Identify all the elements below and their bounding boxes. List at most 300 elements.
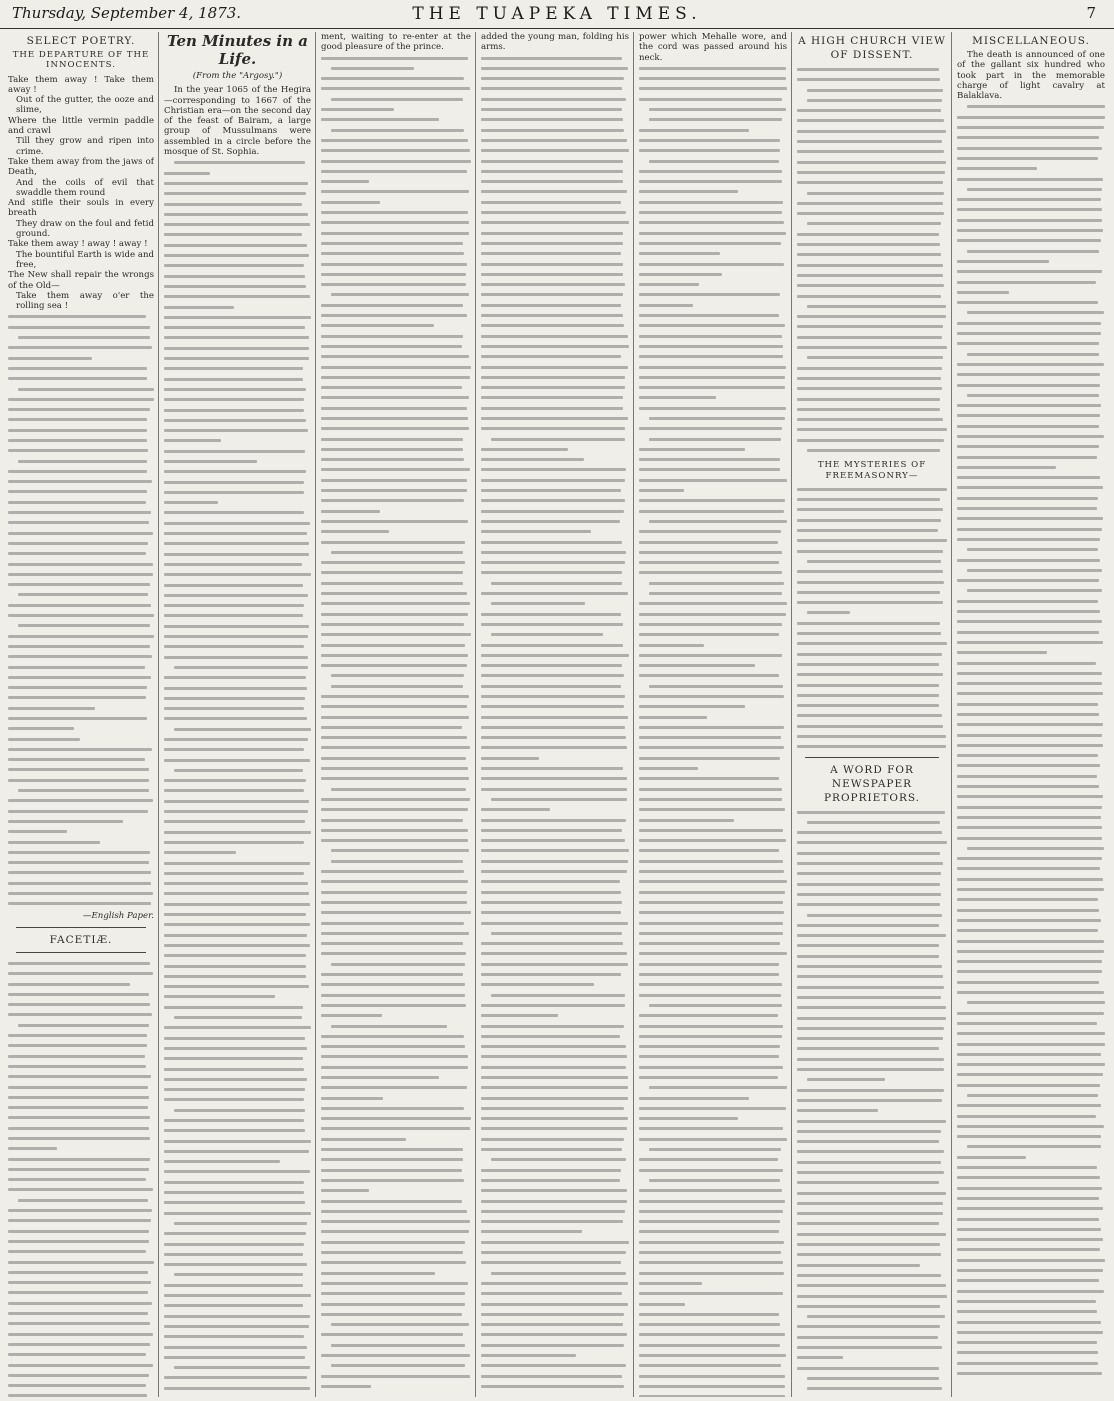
text-line — [797, 1321, 947, 1331]
text-line — [321, 228, 471, 238]
text-line — [639, 475, 787, 485]
text-line — [957, 740, 1105, 750]
text-line — [639, 918, 787, 928]
text-line — [957, 1193, 1105, 1203]
text-line — [639, 773, 787, 783]
text-line — [8, 1184, 154, 1194]
text-line — [639, 1082, 787, 1092]
text-line — [164, 1280, 311, 1290]
text-line — [639, 557, 787, 567]
text-line — [481, 454, 629, 464]
text-line — [321, 444, 471, 454]
text-line — [639, 351, 787, 361]
text-line — [639, 526, 787, 536]
text-line — [639, 248, 787, 258]
story-opening: In the year 1065 of the Hegira—corresponding to 1667 of the Christian era—on the second day of the feast of Bairam, a large group of Mussulmans were assembled in a circle before the mosque of St. Sophia. — [164, 85, 311, 158]
text-line — [164, 1074, 311, 1084]
text-line — [164, 940, 311, 950]
text-line — [321, 526, 471, 536]
text-line — [957, 410, 1105, 420]
text-line — [797, 74, 947, 84]
text-line — [164, 703, 311, 713]
text-line — [8, 445, 154, 455]
text-line — [797, 515, 947, 525]
miscellaneous-body — [957, 101, 1105, 1378]
text-line — [639, 1123, 787, 1133]
text-line — [957, 101, 1105, 111]
text-line — [957, 1090, 1105, 1100]
text-line — [321, 1021, 471, 1031]
text-line — [164, 507, 311, 517]
text-line — [957, 174, 1105, 184]
text-line — [957, 380, 1105, 390]
text-line — [957, 1296, 1105, 1306]
text-line — [321, 1175, 471, 1185]
text-line — [164, 621, 311, 631]
text-line — [797, 105, 947, 115]
text-line — [639, 1031, 787, 1041]
text-line — [957, 1347, 1105, 1357]
text-line — [481, 516, 629, 526]
text-line — [164, 487, 311, 497]
text-line — [321, 763, 471, 773]
text-line — [797, 1383, 947, 1393]
text-line — [8, 999, 154, 1009]
text-line — [797, 848, 947, 858]
text-line — [321, 125, 471, 135]
text-line — [164, 312, 311, 322]
text-line — [957, 606, 1105, 616]
text-line — [957, 771, 1105, 781]
text-line — [957, 987, 1105, 997]
text-line — [797, 607, 947, 617]
text-line — [321, 331, 471, 341]
text-line — [957, 719, 1105, 729]
text-line — [957, 791, 1105, 801]
text-line — [481, 640, 629, 650]
text-line — [8, 1112, 154, 1122]
text-line — [481, 289, 629, 299]
text-line — [321, 1206, 471, 1216]
text-line — [8, 672, 154, 682]
column-3 — [321, 32, 471, 1397]
text-line — [164, 281, 311, 291]
text-line — [639, 742, 787, 752]
text-line — [481, 1185, 629, 1195]
text-line — [481, 907, 629, 917]
text-line — [639, 434, 787, 444]
text-line — [321, 938, 471, 948]
text-line — [797, 494, 947, 504]
text-line — [797, 556, 947, 566]
text-line — [164, 1053, 311, 1063]
text-line — [321, 1134, 471, 1144]
text-line — [797, 414, 947, 424]
text-line — [321, 1093, 471, 1103]
text-line — [8, 713, 154, 723]
text-line — [797, 920, 947, 930]
text-line — [321, 1257, 471, 1267]
text-line — [797, 260, 947, 270]
text-line — [164, 1197, 311, 1207]
text-line — [639, 485, 787, 495]
text-line — [797, 858, 947, 868]
text-line — [481, 434, 629, 444]
text-line — [164, 899, 311, 909]
text-line — [321, 464, 471, 474]
divider — [16, 952, 146, 953]
text-line — [164, 549, 311, 559]
text-line — [639, 1329, 787, 1339]
text-line — [8, 332, 154, 342]
text-line — [164, 580, 311, 590]
text-line — [321, 238, 471, 248]
text-line — [481, 537, 629, 547]
text-line — [164, 693, 311, 703]
text-line — [797, 817, 947, 827]
text-line — [481, 1371, 629, 1381]
text-line — [957, 287, 1105, 297]
text-line — [8, 414, 154, 424]
text-line — [321, 557, 471, 567]
text-line — [321, 856, 471, 866]
text-line — [8, 867, 154, 877]
text-line — [481, 53, 629, 63]
text-line — [481, 732, 629, 742]
text-line — [8, 723, 154, 733]
text-line — [321, 63, 471, 73]
text-line — [481, 629, 629, 639]
text-line — [639, 1185, 787, 1195]
text-line — [8, 968, 154, 978]
text-line — [8, 384, 154, 394]
text-line — [164, 343, 311, 353]
text-line — [321, 289, 471, 299]
text-line — [639, 588, 787, 598]
text-line — [797, 445, 947, 455]
text-line — [639, 1247, 787, 1257]
text-line — [957, 462, 1105, 472]
text-line — [321, 1247, 471, 1257]
text-line — [164, 878, 311, 888]
text-line — [481, 691, 629, 701]
text-line — [481, 1175, 629, 1185]
text-line — [481, 722, 629, 732]
text-line — [797, 1002, 947, 1012]
text-line — [957, 1100, 1105, 1110]
text-line — [8, 795, 154, 805]
text-line — [8, 1051, 154, 1061]
text-line — [797, 628, 947, 638]
text-line — [957, 307, 1105, 317]
text-line — [164, 734, 311, 744]
text-line — [639, 856, 787, 866]
text-line — [321, 259, 471, 269]
text-line — [639, 979, 787, 989]
column-5 — [639, 32, 787, 1397]
poem-line: And the coils of evil that swaddle them round — [16, 177, 154, 198]
text-line — [481, 547, 629, 557]
text-line — [321, 897, 471, 907]
freemasonry-body — [797, 484, 947, 752]
text-line — [797, 1157, 947, 1167]
text-line — [639, 1226, 787, 1236]
text-line — [957, 1286, 1105, 1296]
text-line — [321, 434, 471, 444]
text-line — [481, 1206, 629, 1216]
text-line — [321, 1185, 471, 1195]
text-line — [321, 598, 471, 608]
text-line — [957, 194, 1105, 204]
text-line — [639, 362, 787, 372]
text-line — [957, 760, 1105, 770]
text-line — [164, 1136, 311, 1146]
text-line — [957, 884, 1105, 894]
text-line — [8, 651, 154, 661]
text-line — [639, 1093, 787, 1103]
text-line — [164, 1228, 311, 1238]
text-line — [164, 837, 311, 847]
text-line — [8, 837, 154, 847]
text-line — [957, 894, 1105, 904]
poem-line: Take them away ! away ! away ! — [8, 239, 148, 250]
text-line — [639, 1299, 787, 1309]
text-line — [321, 310, 471, 320]
text-line — [8, 1082, 154, 1092]
text-line — [481, 279, 629, 289]
text-line — [164, 600, 311, 610]
text-line — [957, 1224, 1105, 1234]
text-line — [639, 537, 787, 547]
text-line — [639, 63, 787, 73]
text-line — [164, 199, 311, 209]
text-line — [957, 513, 1105, 523]
text-line — [797, 690, 947, 700]
column-6 — [797, 32, 947, 1397]
text-line — [8, 363, 154, 373]
text-line — [797, 280, 947, 290]
column-7 — [957, 32, 1105, 1397]
text-line — [957, 1111, 1105, 1121]
text-line — [957, 266, 1105, 276]
text-line — [957, 668, 1105, 678]
text-line — [957, 1131, 1105, 1141]
text-line — [639, 94, 787, 104]
text-line — [321, 866, 471, 876]
text-line — [321, 928, 471, 938]
poem-line: Take them away o'er the rolling sea ! — [16, 290, 154, 312]
text-line — [321, 845, 471, 855]
text-line — [797, 1074, 947, 1084]
text-line — [797, 741, 947, 751]
text-line — [797, 188, 947, 198]
text-line — [797, 1291, 947, 1301]
text-line — [957, 699, 1105, 709]
text-line — [639, 1154, 787, 1164]
text-line — [481, 310, 629, 320]
text-line — [321, 1216, 471, 1226]
text-line — [481, 444, 629, 454]
text-line — [797, 301, 947, 311]
text-line — [797, 1270, 947, 1280]
text-line — [957, 524, 1105, 534]
text-line — [797, 680, 947, 690]
column-4-body — [481, 53, 629, 1392]
text-line — [957, 874, 1105, 884]
text-line — [957, 1028, 1105, 1038]
text-line — [639, 413, 787, 423]
text-line — [8, 898, 154, 908]
text-line — [481, 362, 629, 372]
text-line — [321, 712, 471, 722]
text-line — [797, 1085, 947, 1095]
text-line — [639, 423, 787, 433]
text-line — [957, 1265, 1105, 1275]
text-line — [481, 681, 629, 691]
text-line — [481, 114, 629, 124]
newspaper-proprietors-heading: A WORD FOR NEWSPAPER PROPRIETORS. — [823, 763, 921, 804]
text-line — [481, 948, 629, 958]
text-line — [321, 506, 471, 516]
text-line — [8, 600, 154, 610]
text-line — [639, 948, 787, 958]
text-line — [8, 425, 154, 435]
text-line — [481, 557, 629, 567]
text-line — [481, 1329, 629, 1339]
text-line — [957, 833, 1105, 843]
text-line — [321, 1196, 471, 1206]
text-line — [481, 845, 629, 855]
text-line — [321, 948, 471, 958]
text-line — [957, 215, 1105, 225]
text-line — [957, 627, 1105, 637]
text-line — [797, 566, 947, 576]
text-line — [321, 1350, 471, 1360]
text-line — [639, 259, 787, 269]
text-line — [797, 1249, 947, 1259]
text-line — [639, 207, 787, 217]
miscellaneous-heading: MISCELLANEOUS. — [972, 35, 1090, 47]
text-line — [481, 1041, 629, 1051]
text-line — [164, 1249, 311, 1259]
text-line — [797, 889, 947, 899]
poem-line: They draw on the foul and fetid ground. — [16, 218, 154, 240]
text-line — [8, 353, 154, 363]
masthead — [0, 0, 1114, 29]
text-line — [481, 63, 629, 73]
text-line — [8, 559, 154, 569]
text-line — [481, 1257, 629, 1267]
text-line — [639, 1206, 787, 1216]
text-line — [481, 413, 629, 423]
text-line — [797, 321, 947, 331]
text-line — [639, 578, 787, 588]
text-line — [957, 338, 1105, 348]
text-line — [639, 701, 787, 711]
text-line — [164, 363, 311, 373]
text-line — [8, 662, 154, 672]
text-line — [797, 1188, 947, 1198]
text-line — [639, 176, 787, 186]
text-line — [8, 322, 154, 332]
text-line — [797, 270, 947, 280]
text-line — [164, 415, 311, 425]
text-line — [8, 466, 154, 476]
text-line — [164, 1290, 311, 1300]
poem-line: Out of the gutter, the ooze and slime, — [16, 95, 154, 116]
text-line — [481, 320, 629, 330]
text-line — [957, 1059, 1105, 1069]
text-line — [164, 683, 311, 693]
text-line — [321, 1123, 471, 1133]
text-line — [8, 507, 154, 517]
text-line — [321, 94, 471, 104]
text-line — [321, 1268, 471, 1278]
text-line — [164, 755, 311, 765]
text-line — [797, 1146, 947, 1156]
text-line — [164, 1372, 311, 1382]
text-line — [321, 186, 471, 196]
text-line — [481, 259, 629, 269]
text-line — [639, 1134, 787, 1144]
text-line — [481, 1144, 629, 1154]
column-rule — [315, 32, 316, 1397]
text-line — [639, 1010, 787, 1020]
text-line — [321, 516, 471, 526]
text-line — [321, 681, 471, 691]
text-line — [8, 548, 154, 558]
text-line — [797, 239, 947, 249]
text-line — [481, 609, 629, 619]
text-line — [639, 670, 787, 680]
text-line — [639, 444, 787, 454]
text-line — [8, 1133, 154, 1143]
text-line — [797, 1013, 947, 1023]
text-line — [797, 198, 947, 208]
text-line — [957, 143, 1105, 153]
text-line — [957, 482, 1105, 492]
text-line — [797, 332, 947, 342]
text-line — [321, 537, 471, 547]
text-line — [164, 384, 311, 394]
text-line — [321, 660, 471, 670]
text-line — [797, 208, 947, 218]
text-line — [164, 435, 311, 445]
text-line — [321, 83, 471, 93]
text-line — [957, 544, 1105, 554]
text-line — [481, 825, 629, 835]
text-line — [797, 899, 947, 909]
text-line — [957, 555, 1105, 565]
text-line — [164, 1002, 311, 1012]
text-line — [164, 353, 311, 363]
text-line — [639, 1371, 787, 1381]
text-line — [8, 1298, 154, 1308]
text-line — [957, 925, 1105, 935]
text-line — [8, 538, 154, 548]
text-line — [957, 843, 1105, 853]
text-line — [8, 1030, 154, 1040]
text-line — [164, 405, 311, 415]
text-line — [797, 1043, 947, 1053]
text-line — [164, 981, 311, 991]
text-line — [639, 125, 787, 135]
text-line — [639, 516, 787, 526]
text-line — [481, 464, 629, 474]
text-line — [639, 289, 787, 299]
text-line — [164, 1311, 311, 1321]
text-line — [639, 815, 787, 825]
